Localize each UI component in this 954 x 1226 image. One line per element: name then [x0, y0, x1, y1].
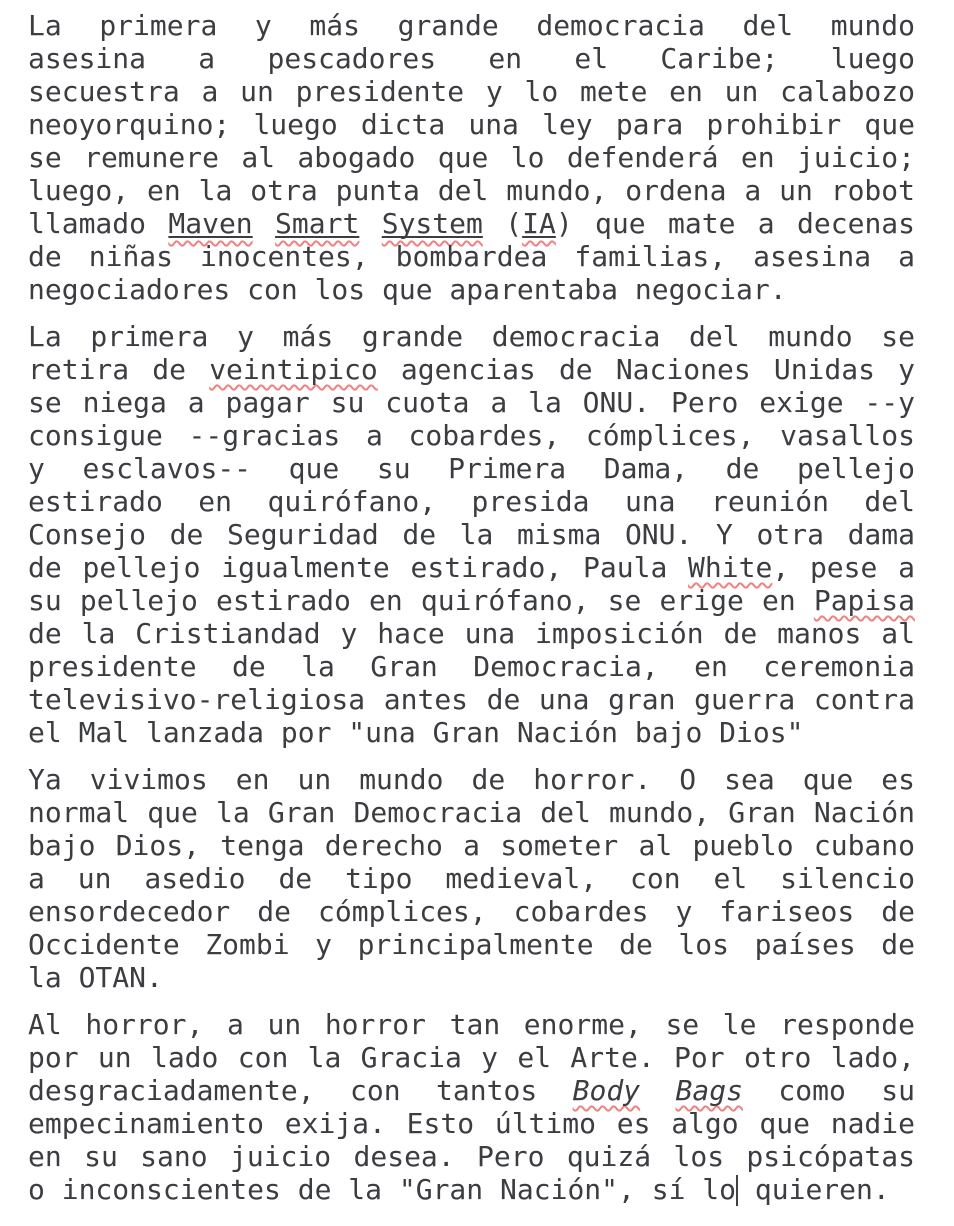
- text-line[interactable]: [28, 716, 915, 749]
- text-segment: ensordecedor de cómplices, cobardes y fariseos de: [28, 895, 915, 928]
- text-line[interactable]: [28, 75, 915, 108]
- text-line[interactable]: [28, 108, 915, 141]
- text-segment: La primera y más grande democracia del mundo: [28, 9, 915, 42]
- text-segment: la OTAN.: [28, 961, 163, 994]
- text-line[interactable]: [28, 1008, 915, 1041]
- text-line[interactable]: [28, 141, 915, 174]
- text-line[interactable]: [28, 895, 915, 928]
- misspelled-word[interactable]: Bags: [675, 1074, 743, 1107]
- text-line[interactable]: [28, 617, 915, 650]
- text-line[interactable]: [28, 796, 915, 829]
- paragraph: [28, 320, 915, 749]
- misspelled-word-text: Maven: [168, 207, 253, 240]
- text-segment: [359, 207, 381, 240]
- text-segment: La primera y más grande democracia del mundo se: [28, 320, 915, 353]
- text-segment: quieren.: [738, 1173, 890, 1206]
- text-segment: por un lado con la Gracia y el Arte. Por otro lado,: [28, 1041, 915, 1074]
- text-line[interactable]: [28, 207, 915, 240]
- text-segment: estirado en quirófano, presida una reunión del: [28, 485, 915, 518]
- text-line[interactable]: [28, 485, 915, 518]
- text-segment: de la Cristiandad y hace una imposición de manos al: [28, 617, 915, 650]
- text-line[interactable]: [28, 1173, 915, 1206]
- text-segment: se remunere al abogado que lo defenderá en juicio;: [28, 141, 915, 174]
- text-segment: neoyorquino; luego dicta una ley para prohibir que: [28, 108, 915, 141]
- paragraph: [28, 763, 915, 994]
- misspelled-word-text: IA: [522, 207, 556, 240]
- misspelled-word[interactable]: Papisa: [813, 584, 915, 617]
- text-line[interactable]: [28, 42, 915, 75]
- misspelled-word[interactable]: veintipico: [209, 353, 378, 386]
- text-line[interactable]: [28, 518, 915, 551]
- text-line[interactable]: [28, 650, 915, 683]
- misspelled-word[interactable]: [522, 207, 556, 240]
- misspelled-word[interactable]: [275, 207, 359, 240]
- text-segment: normal que la Gran Democracia del mundo, Gran Nación: [28, 796, 915, 829]
- text-line[interactable]: [28, 273, 915, 306]
- text-segment: secuestra a un presidente y lo mete en un calabozo: [28, 75, 915, 108]
- misspelled-word[interactable]: [382, 207, 483, 240]
- text-segment: bajo Dios, tenga derecho a someter al pueblo cubano: [28, 829, 915, 862]
- text-segment: desgraciadamente, con tantos: [28, 1074, 573, 1107]
- text-line[interactable]: [28, 419, 915, 452]
- text-line[interactable]: [28, 320, 915, 353]
- text-line[interactable]: [28, 763, 915, 796]
- text-segment: retira de: [28, 353, 210, 386]
- misspelled-word-text: Smart: [275, 207, 360, 240]
- text-segment: televisivo-religiosa antes de una gran guerra contra: [28, 683, 915, 716]
- misspelled-word[interactable]: White: [688, 551, 773, 584]
- text-line[interactable]: [28, 928, 915, 961]
- text-line[interactable]: [28, 240, 915, 273]
- text-segment: de niñas inocentes, bombardea familias, asesina a: [28, 240, 915, 273]
- text-segment: llamado: [28, 207, 169, 240]
- text-line[interactable]: [28, 174, 915, 207]
- misspelled-word[interactable]: Body: [572, 1074, 641, 1107]
- text-segment: Occidente Zombi y principalmente de los países de: [28, 928, 915, 961]
- text-segment: Al horror, a un horror tan enorme, se le responde: [28, 1008, 915, 1041]
- text-segment: su pellejo estirado en quirófano, se erige en: [28, 584, 814, 617]
- text-segment: , pese a: [772, 551, 915, 584]
- text-line[interactable]: [28, 584, 915, 617]
- text-segment: a un asedio de tipo medieval, con el silencio: [28, 862, 915, 895]
- misspelled-word-text: System: [381, 207, 483, 240]
- text-line[interactable]: [28, 1140, 915, 1173]
- text-line[interactable]: [28, 551, 915, 584]
- misspelled-word[interactable]: [168, 207, 252, 240]
- paragraph: [28, 1008, 915, 1206]
- text-line[interactable]: [28, 862, 915, 895]
- text-segment: se niega a pagar su cuota a la ONU. Pero exige --y: [28, 386, 915, 419]
- text-line[interactable]: [28, 961, 915, 994]
- text-line[interactable]: [28, 386, 915, 419]
- text-segment: agencias de Naciones Unidas y: [377, 353, 915, 386]
- text-line[interactable]: [28, 1107, 915, 1140]
- text-segment: consigue --gracias a cobardes, cómplices, vasallos: [28, 419, 915, 452]
- text-line[interactable]: [28, 1074, 915, 1107]
- text-segment: y esclavos-- que su Primera Dama, de pellejo: [28, 452, 915, 485]
- text-segment: asesina a pescadores en el Caribe; luego: [28, 42, 915, 75]
- text-segment: Consejo de Seguridad de la misma ONU. Y otra dama: [28, 518, 915, 551]
- text-line[interactable]: [28, 1041, 915, 1074]
- text-segment: luego, en la otra punta del mundo, ordena a un robot: [28, 174, 915, 207]
- text-segment: (: [482, 207, 523, 240]
- text-segment: como su: [742, 1074, 916, 1107]
- text-segment: Ya vivimos en un mundo de horror. O sea que es: [28, 763, 915, 796]
- text-line[interactable]: [28, 9, 915, 42]
- paragraph: [28, 9, 915, 306]
- text-line[interactable]: [28, 829, 915, 862]
- text-segment: ) que mate a decenas: [555, 207, 916, 240]
- text-segment: o inconscientes de la "Gran Nación", sí lo: [28, 1173, 737, 1206]
- text-segment: de pellejo igualmente estirado, Paula: [28, 551, 689, 584]
- text-segment: empecinamiento exija. Esto último es algo que nadie: [28, 1107, 915, 1140]
- text-line[interactable]: [28, 353, 915, 386]
- text-segment: [253, 207, 275, 240]
- text-segment: el Mal lanzada por "una Gran Nación bajo Dios": [28, 716, 804, 749]
- text-segment: [640, 1074, 675, 1107]
- text-line[interactable]: [28, 683, 915, 716]
- text-segment: en su sano juicio desea. Pero quizá los psicópatas: [28, 1140, 915, 1173]
- text-segment: presidente de la Gran Democracia, en ceremonia: [28, 650, 915, 683]
- text-segment: negociadores con los que aparentaba negociar.: [28, 273, 787, 306]
- text-line[interactable]: [28, 452, 915, 485]
